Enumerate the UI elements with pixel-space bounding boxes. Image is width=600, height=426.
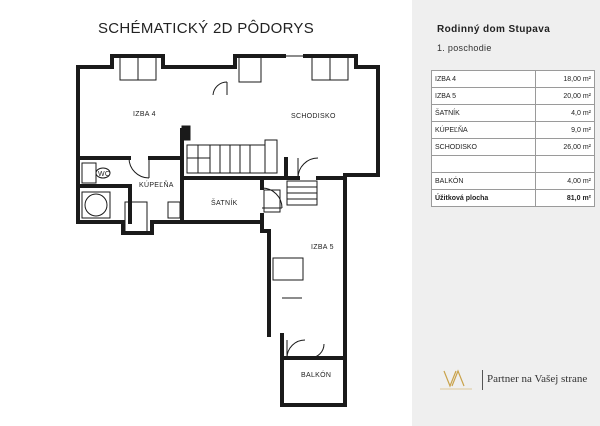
total-area-cell: 81,0 m² xyxy=(535,190,594,207)
table-row xyxy=(432,88,595,105)
table-row xyxy=(432,173,595,190)
table-row xyxy=(432,71,595,88)
plan-title: SCHÉMATICKÝ 2D PÔDORYS xyxy=(97,20,315,37)
table-row xyxy=(432,122,595,139)
room-name-cell: IZBA 5 xyxy=(432,88,536,105)
room-label-izba5: IZBA 5 xyxy=(311,244,334,251)
room-name-cell: IZBA 4 xyxy=(432,71,536,88)
total-row xyxy=(432,190,595,207)
table-row xyxy=(432,139,595,156)
info-panel xyxy=(412,0,600,426)
room-area-cell: 20,00 m² xyxy=(535,88,594,105)
table-row xyxy=(432,105,595,122)
room-area-cell: 26,00 m² xyxy=(535,139,594,156)
room-area-cell: 4,00 m² xyxy=(535,173,594,190)
brand-tagline: Partner na Vašej strane xyxy=(487,373,588,385)
table-row xyxy=(432,156,595,173)
brand-footer xyxy=(430,366,600,394)
house-title: Rodinný dom Stupava xyxy=(437,24,551,35)
room-name-cell xyxy=(432,156,536,173)
room-area-cell: 9,0 m² xyxy=(535,122,594,139)
room-name-cell: KÚPEĽŇA xyxy=(432,122,536,139)
brand-separator xyxy=(482,370,483,390)
room-label-wc: WC xyxy=(98,171,111,178)
area-table xyxy=(431,70,595,207)
room-name-cell: SCHODISKO xyxy=(432,139,536,156)
room-area-cell xyxy=(535,156,594,173)
room-area-cell: 4,0 m² xyxy=(535,105,594,122)
room-label-satnik: ŠATNÍK xyxy=(211,200,238,207)
total-name-cell: Úžitková plocha xyxy=(432,190,536,207)
room-label-schodisko: SCHODISKO xyxy=(291,113,336,120)
room-label-izba4: IZBA 4 xyxy=(133,111,156,118)
room-label-balkon: BALKÓN xyxy=(301,372,332,379)
room-name-cell: ŠATNÍK xyxy=(432,105,536,122)
room-name-cell: BALKÓN xyxy=(432,173,536,190)
room-label-kupelna: KÚPEĽŇA xyxy=(139,182,174,189)
floor-label: 1. poschodie xyxy=(437,43,492,53)
room-area-cell: 18,00 m² xyxy=(535,71,594,88)
monogram-logo-icon xyxy=(436,368,476,392)
